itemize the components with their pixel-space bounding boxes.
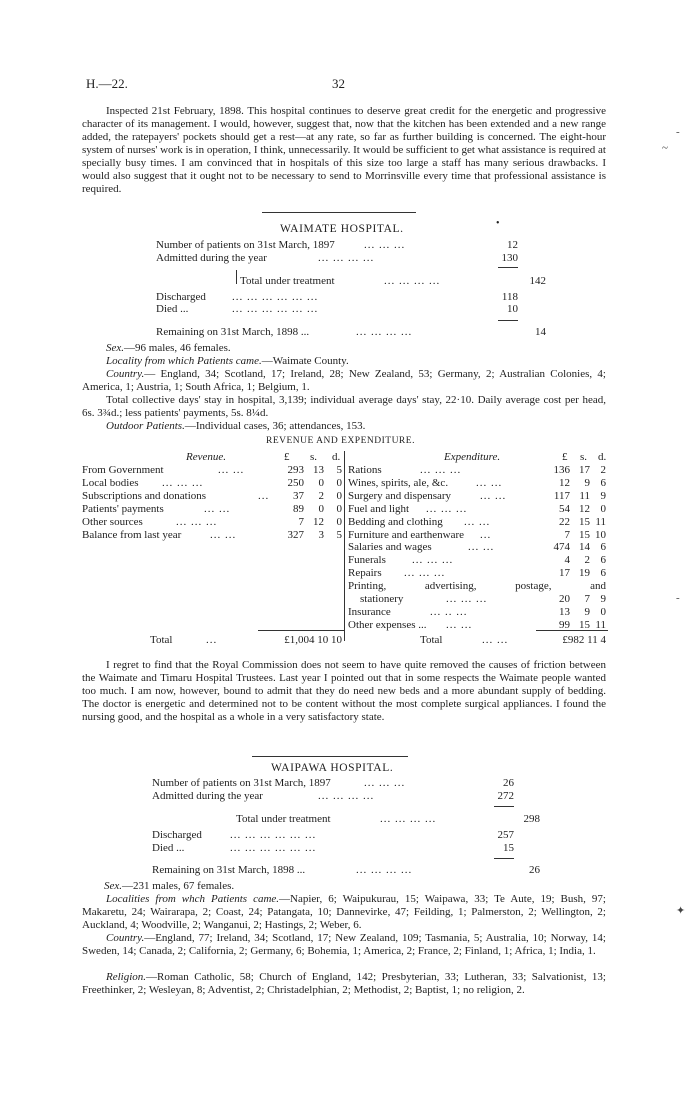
waimate-stay: Total collective days' stay in hospital, 3,139; individual average days' stay, 22·10. Daily average cost per head, 6s. 3¾d.; less patients' payments, 5s. 8¼d. — [82, 394, 606, 419]
sum-rule — [494, 858, 514, 859]
waimate-died-label: Died ... — [156, 303, 189, 315]
leader-dots: ... ... — [482, 634, 509, 646]
waimate-outdoor — [106, 420, 365, 433]
waipawa-discharged-label: Discharged — [152, 829, 202, 841]
margin-mark: - — [676, 126, 680, 138]
revenue-pence: 5 — [336, 528, 342, 541]
leader-dots: ... ... ... ... — [380, 813, 437, 825]
expenditure-pence: 0 — [600, 605, 606, 618]
leader-dots: ... ... ... ... — [356, 326, 413, 338]
revenue-total-value: £1,004 10 10 — [284, 634, 342, 646]
sex-label: Sex. — [106, 342, 125, 354]
expenditure-pence: 9 — [600, 489, 606, 502]
sex-label: Sex. — [104, 880, 123, 892]
expenditure-label: Repairs — [348, 567, 382, 580]
revenue-label: Patients' payments — [82, 502, 164, 515]
expenditure-pounds: 4 — [564, 554, 570, 567]
leader-dots: ... ... ... — [420, 464, 462, 476]
waipawa-total-value: 298 — [523, 813, 540, 825]
expenditure-label: Surgery and dispensary — [348, 489, 452, 502]
leader-dots: ... ... ... ... — [384, 275, 441, 287]
expenditure-pence: 2 — [600, 464, 606, 476]
revenue-label: Local bodies — [82, 476, 139, 489]
waipawa-religion — [82, 971, 606, 997]
intro-paragraph: Inspected 21st February, 1898. This hospital continues to deserve great credit for the energetic and progressive character of its management. I would, however, suggest that, now that the kitchen has been extended and a new range added, the ratepayers' pockets should get a rest—at any rate, so far as further building is concerned. The eight-hour system of nurses' work is in operation, I think, unnecessarily. It would be sufficient to get what assistance is required at specially busy times. I am convinced that in hospitals of this size too large a staff has many serious drawbacks. I would also suggest that it ought not to be necessary to send to Morrinsville every time that professional assistance is required. — [82, 105, 606, 195]
waipawa-row-label: Admitted during the year — [152, 790, 263, 802]
expenditure-shillings: 12 — [579, 502, 590, 515]
waimate-died-value: 10 — [507, 303, 518, 315]
country-label: Country. — [106, 368, 145, 380]
section-divider — [262, 212, 416, 213]
expenditure-label: Funerals — [348, 554, 386, 567]
revenue-total-label: Total — [150, 634, 173, 646]
expenditure-pounds: 13 — [559, 605, 570, 618]
expenditure-pence: 6 — [600, 554, 606, 567]
expenditure-label: stationery — [360, 593, 404, 605]
expenditure-pounds: 117 — [553, 489, 570, 502]
expenditure-pounds: 7 — [564, 528, 570, 541]
margin-mark: ~ — [662, 142, 668, 154]
waimate-total-label: Total under treatment — [240, 275, 335, 287]
currency-pound-header: £ — [284, 451, 290, 463]
expenditure-pounds: 99 — [559, 618, 570, 631]
total-rule — [258, 630, 344, 631]
waipawa-localities — [82, 893, 606, 932]
expenditure-pence: 6 — [600, 541, 606, 554]
leader-dots: ... ... ... — [162, 476, 204, 489]
leader-dots: ... — [480, 528, 492, 541]
leader-dots: ... ... ... ... ... ... — [232, 303, 319, 315]
total-rule — [536, 630, 608, 631]
expenditure-label: Rations — [348, 464, 382, 476]
waimate-row-value: 12 — [507, 239, 518, 251]
expenditure-pence: 6 — [600, 476, 606, 489]
revenue-pounds: 327 — [287, 528, 304, 541]
leader-dots: ... ... ... ... ... ... — [232, 291, 319, 303]
waimate-locality — [106, 355, 349, 368]
leader-dots: ... ... ... ... — [318, 790, 375, 802]
revenue-pounds: 37 — [293, 489, 304, 502]
expenditure-pounds: 22 — [559, 515, 570, 528]
revenue-heading: Revenue. — [186, 451, 226, 463]
expenditure-pence: 0 — [600, 502, 606, 515]
revenue-shillings: 2 — [318, 489, 324, 502]
locality-value: —Waimate County. — [261, 355, 349, 367]
revenue-shillings: 0 — [318, 476, 324, 489]
waipawa-row-value: 26 — [503, 777, 514, 789]
expenditure-label: Furniture and earthenware — [348, 528, 465, 541]
leader-dots: ... ... ... — [412, 554, 454, 567]
expenditure-shillings: 7 — [584, 593, 590, 605]
expenditure-label: Wines, spirits, ale, &c. — [348, 476, 449, 489]
revenue-shillings: 0 — [318, 502, 324, 515]
waipawa-title: WAIPAWA HOSPITAL. — [271, 762, 394, 774]
country-value: — England, 34; Scotland, 17; Ireland, 28; New Zealand, 53; Germany, 2; Australian Colonies, 4; America, 1; Austria, 1; South Africa, 1; Belgium, 1. — [82, 368, 606, 393]
leader-dots: ... ... ... ... — [318, 252, 375, 264]
expenditure-shillings: 9 — [584, 605, 590, 618]
revenue-pounds: 250 — [287, 476, 304, 489]
sum-rule — [498, 320, 518, 321]
revenue-pounds: 293 — [287, 464, 304, 476]
leader-dots: ... ... ... ... ... ... — [230, 829, 317, 841]
waimate-row-label: Admitted during the year — [156, 252, 267, 264]
leader-dots: ... .. ... — [430, 605, 468, 618]
leader-dots: ... ... ... — [176, 515, 218, 528]
expenditure-pence: 6 — [600, 567, 606, 580]
leader-dots: ... ... — [476, 476, 503, 489]
leader-dots: ... ... ... ... — [356, 864, 413, 876]
expenditure-shillings: 9 — [584, 476, 590, 489]
leader-dots: ... ... ... — [364, 239, 406, 251]
waimate-discharged-label: Discharged — [156, 291, 206, 303]
waipawa-total-label: Total under treatment — [236, 813, 331, 825]
expenditure-shillings: 2 — [584, 554, 590, 567]
leader-dots: ... ... ... — [446, 593, 488, 605]
expenditure-shillings: 15 — [579, 515, 590, 528]
expenditure-label: Salaries and wages — [348, 541, 432, 554]
expenditure-shillings: 19 — [579, 567, 590, 580]
waipawa-died-value: 15 — [503, 842, 514, 854]
locality-label: Locality from which Patients came. — [106, 355, 262, 367]
revenue-pence: 0 — [336, 489, 342, 502]
revenue-shillings: 12 — [313, 515, 324, 528]
waimate-row-label: Number of patients on 31st March, 1897 — [156, 239, 335, 251]
waipawa-discharged-value: 257 — [497, 829, 514, 841]
revenue-pounds: 7 — [298, 515, 304, 528]
leader-dots: ... ... — [210, 528, 237, 541]
expenditure-pence: 9 — [600, 593, 606, 605]
leader-dots: ... ... ... ... ... ... — [230, 842, 317, 854]
leader-dots: ... ... — [218, 464, 245, 476]
waimate-sex — [106, 342, 231, 355]
currency-shilling-header: s. — [580, 451, 588, 463]
margin-dot: • — [496, 218, 500, 229]
expenditure-total-label: Total — [420, 634, 443, 646]
section-divider — [252, 756, 408, 757]
outdoor-value: —Individual cases, 36; attendances, 153. — [184, 420, 366, 432]
waimate-row-value: 130 — [501, 252, 518, 264]
expenditure-pounds: 54 — [559, 502, 570, 515]
expenditure-pence: 11 — [595, 515, 606, 528]
accounts-title: REVENUE AND EXPENDITURE. — [266, 436, 415, 446]
document-reference: H.—22. — [86, 76, 128, 91]
margin-mark: ✦ — [676, 905, 686, 917]
sex-value: —231 males, 67 females. — [122, 880, 235, 892]
revenue-pence: 5 — [336, 464, 342, 476]
column-divider — [344, 451, 345, 641]
expenditure-heading: Expenditure. — [444, 451, 501, 463]
revenue-label: Subscriptions and donations — [82, 489, 207, 502]
revenue-label: From Government — [82, 464, 164, 476]
leader-dots: ... ... — [480, 489, 507, 502]
leader-dots: ... ... ... — [426, 502, 468, 515]
expenditure-label: Insurance — [348, 605, 391, 618]
bracket-rule — [236, 270, 237, 284]
expenditure-shillings: 14 — [579, 541, 590, 554]
waimate-country — [82, 368, 606, 394]
sum-rule — [498, 267, 518, 268]
expenditure-label: Printing, advertising, postage, and — [348, 580, 606, 593]
waipawa-country — [82, 932, 606, 958]
leader-dots: ... ... — [468, 541, 495, 554]
leader-dots: ... ... ... — [364, 777, 406, 789]
country-value: —England, 77; Ireland, 34; Scotland, 17; New Zealand, 109; Tasmania, 5; Australia, 10; Norway, 14; Sweden, 14; Canada, 2; California, 2; Germany, 6; Bohemia, 1; America, 2; France, 2; Finland, 1; Africa, 1; India, 1. — [82, 932, 606, 957]
expenditure-label: Other expenses ... — [348, 618, 427, 631]
currency-pence-header: d. — [598, 451, 607, 463]
expenditure-pounds: 136 — [553, 464, 570, 476]
expenditure-pounds: 20 — [559, 593, 570, 605]
religion-value: —Roman Catholic, 58; Church of England, 142; Presbyterian, 33; Lutheran, 33; Salvationist, 13; Freethinker, 2; Wesleyan, 8; Adventist, 2; Christadelphian, 2; Methodist, 2; Baptist, 1; no religion, 2. — [82, 971, 606, 996]
margin-mark: - — [676, 592, 680, 604]
revenue-shillings: 3 — [318, 528, 324, 541]
waipawa-row-value: 272 — [497, 790, 514, 802]
leader-dots: ... — [206, 634, 218, 646]
revenue-pounds: 89 — [293, 502, 304, 515]
expenditure-total-value: £982 11 4 — [562, 634, 606, 646]
outdoor-label: Outdoor Patients. — [106, 420, 185, 432]
leader-dots: ... ... — [464, 515, 491, 528]
expenditure-shillings: 15 — [579, 528, 590, 541]
waimate-remaining-value: 14 — [535, 326, 546, 338]
revenue-pence: 0 — [336, 476, 342, 489]
revenue-pence: 0 — [336, 502, 342, 515]
waimate-title: WAIMATE HOSPITAL. — [280, 223, 404, 235]
expenditure-pence: 10 — [595, 528, 606, 541]
localities-label: Localities from whch Patients came. — [106, 893, 280, 905]
currency-pound-header: £ — [562, 451, 568, 463]
expenditure-pounds: 12 — [559, 476, 570, 489]
waipawa-row-label: Number of patients on 31st March, 1897 — [152, 777, 331, 789]
waipawa-sex — [104, 880, 234, 893]
expenditure-pence: 11 — [595, 618, 606, 631]
expenditure-shillings: 17 — [579, 464, 590, 476]
waimate-discharged-value: 118 — [501, 291, 518, 303]
expenditure-pounds: 17 — [559, 567, 570, 580]
religion-label: Religion. — [106, 971, 147, 983]
leader-dots: ... ... ... — [404, 567, 446, 580]
localities-value: —Napier, 6; Waipukurau, 15; Waipawa, 33; Te Aute, 19; Bush, 97; Makaretu, 24; Wairarapa, 2; Coast, 24; Patangata, 10; Dannevirke, 47; Feilding, 1; Palmerston, 2; Wellington, 2; Auckland, 4; Woodville, 2; Wanganui, 2; Hastings, 2; Weber, 6. — [82, 893, 606, 931]
currency-shilling-header: s. — [310, 451, 318, 463]
leader-dots: ... ... — [204, 502, 231, 515]
expenditure-shillings: 11 — [579, 489, 590, 502]
waimate-remaining-label: Remaining on 31st March, 1898 ... — [156, 326, 310, 338]
leader-dots: ... ... — [446, 618, 473, 631]
expenditure-label: Fuel and light — [348, 502, 410, 515]
waimate-comment: I regret to find that the Royal Commission does not seem to have quite removed the causes of friction between the Waimate and Timaru Hospital Trustees. Last year I pointed out that in some respects the Waimate people wanted too much. I am now, however, bound to admit that they do need new beds and a more abundant supply of bedding. The doctor is energetic and determined not to be content without the most complete surgical appliances. I found the nursing good, and the hospital as a whole in a very satisfactory state. — [82, 659, 606, 723]
waipawa-remaining-value: 26 — [529, 864, 540, 876]
expenditure-label: Bedding and clothing — [348, 515, 443, 528]
waimate-total-value: 142 — [529, 275, 546, 287]
revenue-label: Other sources — [82, 515, 143, 528]
expenditure-shillings: 15 — [579, 618, 590, 631]
revenue-pence: 0 — [336, 515, 342, 528]
revenue-shillings: 13 — [313, 464, 324, 476]
waipawa-remaining-label: Remaining on 31st March, 1898 ... — [152, 864, 306, 876]
sex-value: —96 males, 46 females. — [124, 342, 231, 354]
currency-pence-header: d. — [332, 451, 341, 463]
expenditure-pounds: 474 — [553, 541, 570, 554]
page-number: 32 — [332, 76, 345, 91]
country-label: Country. — [106, 932, 145, 944]
revenue-label: Balance from last year — [82, 528, 182, 541]
leader-dots: ... — [258, 489, 270, 502]
sum-rule — [494, 806, 514, 807]
waipawa-died-label: Died ... — [152, 842, 185, 854]
